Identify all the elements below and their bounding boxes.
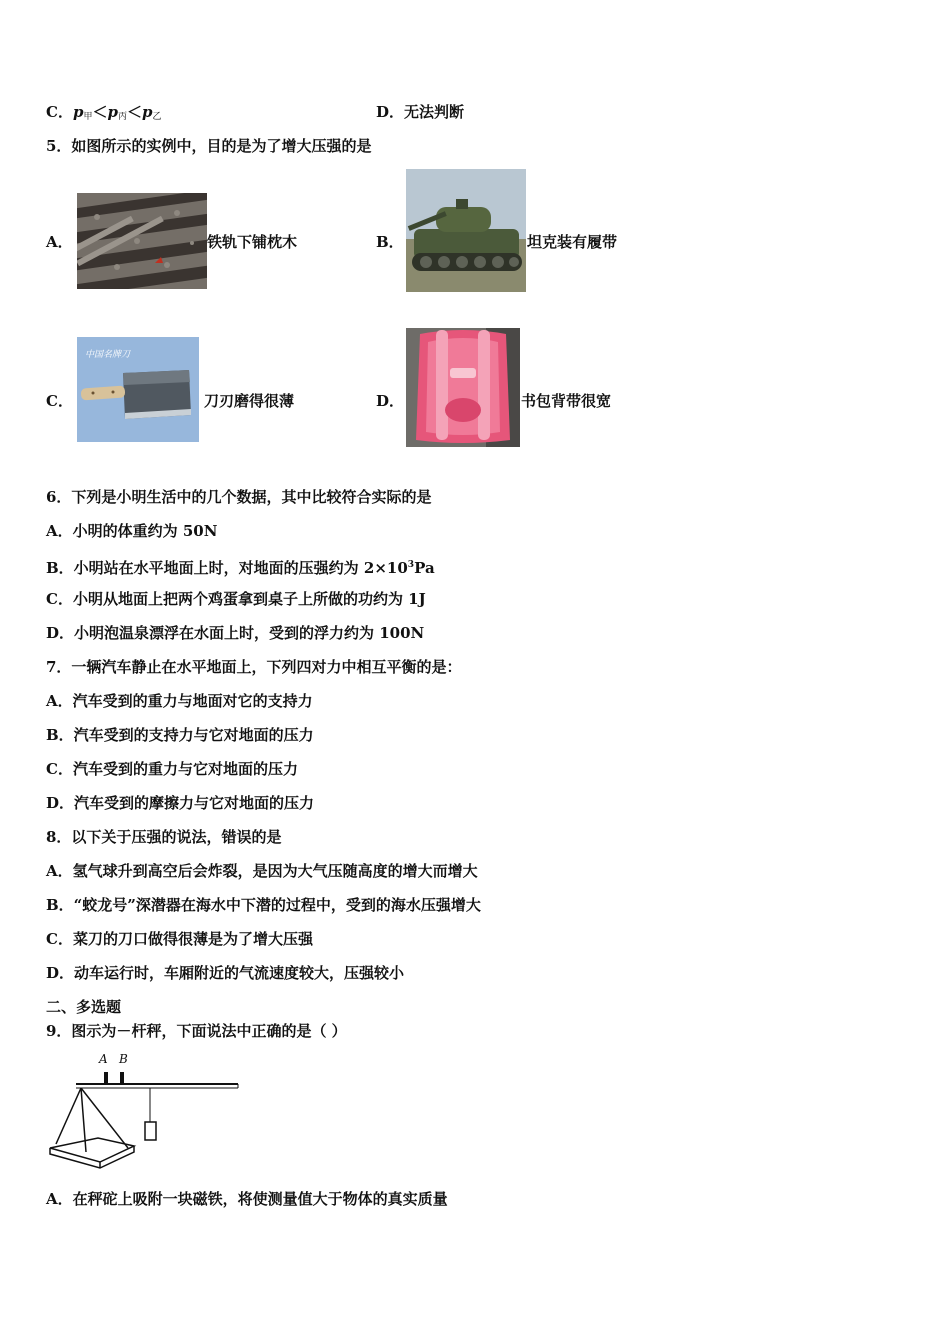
cleaver-photo bbox=[77, 337, 199, 442]
q5-option-c-label: C． bbox=[46, 392, 73, 410]
q7-option-b: B．汽车受到的支持力与它对地面的压力 bbox=[46, 726, 314, 744]
q7-stem: 7．一辆汽车静止在水平地面上，下列四对力中相互平衡的是： bbox=[46, 658, 462, 676]
q5-option-b-label: B． bbox=[376, 233, 404, 251]
q8-option-b: B．“蛟龙号”深潜器在海水中下潜的过程中，受到的海水压强增大 bbox=[46, 896, 481, 914]
q8-stem: 8．以下关于压强的说法，错误的是 bbox=[46, 828, 282, 846]
q5-option-d-caption: 书包背带很宽 bbox=[521, 392, 612, 410]
q7-option-a: A．汽车受到的重力与地面对它的支持力 bbox=[46, 692, 313, 710]
q8-option-a: A．氢气球升到高空后会炸裂，是因为大气压随高度的增大而增大 bbox=[46, 862, 478, 880]
q6-option-c: C．小明从地面上把两个鸡蛋拿到桌子上所做的功约为 1J bbox=[46, 590, 426, 608]
q5-option-d-label: D． bbox=[376, 392, 405, 410]
q7-option-c: C．汽车受到的重力与它对地面的压力 bbox=[46, 760, 298, 778]
label-b: B bbox=[119, 1052, 128, 1066]
q8-option-c: C．菜刀的刀口做得很薄是为了增大压强 bbox=[46, 930, 313, 948]
q4-option-d: D．无法判断 bbox=[376, 103, 465, 121]
q6-stem: 6．下列是小明生活中的几个数据，其中比较符合实际的是 bbox=[46, 488, 432, 506]
q5-option-a-label: A． bbox=[46, 233, 73, 251]
q6-option-a: A．小明的体重约为 50N bbox=[46, 522, 218, 540]
q5-option-b-caption: 坦克装有履带 bbox=[527, 233, 618, 251]
steelyard-diagram bbox=[46, 1052, 242, 1170]
q4-option-c: C．$p_甲<p_丙<p_乙$ bbox=[46, 103, 162, 122]
label-a: A bbox=[99, 1052, 108, 1066]
q5-option-a-caption: 铁轨下铺枕木 bbox=[207, 233, 298, 251]
q5-option-c-caption: 刀刃磨得很薄 bbox=[204, 392, 295, 410]
q5-stem: 5．如图所示的实例中，目的是为了增大压强的是 bbox=[46, 137, 372, 155]
q7-option-d: D．汽车受到的摩擦力与它对地面的压力 bbox=[46, 794, 315, 812]
q6-option-b: B．小明站在水平地面上时，对地面的压强约为 $2\times 10^3Pa$ bbox=[46, 559, 435, 577]
tank-photo bbox=[406, 169, 526, 292]
backpack-photo bbox=[406, 328, 520, 447]
q8-option-d: D．动车运行时，车厢附近的气流速度较大，压强较小 bbox=[46, 964, 405, 982]
railway-sleepers-photo bbox=[77, 193, 207, 289]
section-title-multi-choice: 二、多选题 bbox=[46, 998, 122, 1016]
knife-tag-text: 中国名牌刀 bbox=[85, 350, 131, 360]
q9-stem: 9．图示为－杆秤，下面说法中正确的是（ ） bbox=[46, 1022, 347, 1040]
q9-option-a: A．在秤砣上吸附一块磁铁，将使测量值大于物体的真实质量 bbox=[46, 1190, 448, 1208]
q6-option-d: D．小明泡温泉漂浮在水面上时，受到的浮力约为 100N bbox=[46, 624, 425, 642]
